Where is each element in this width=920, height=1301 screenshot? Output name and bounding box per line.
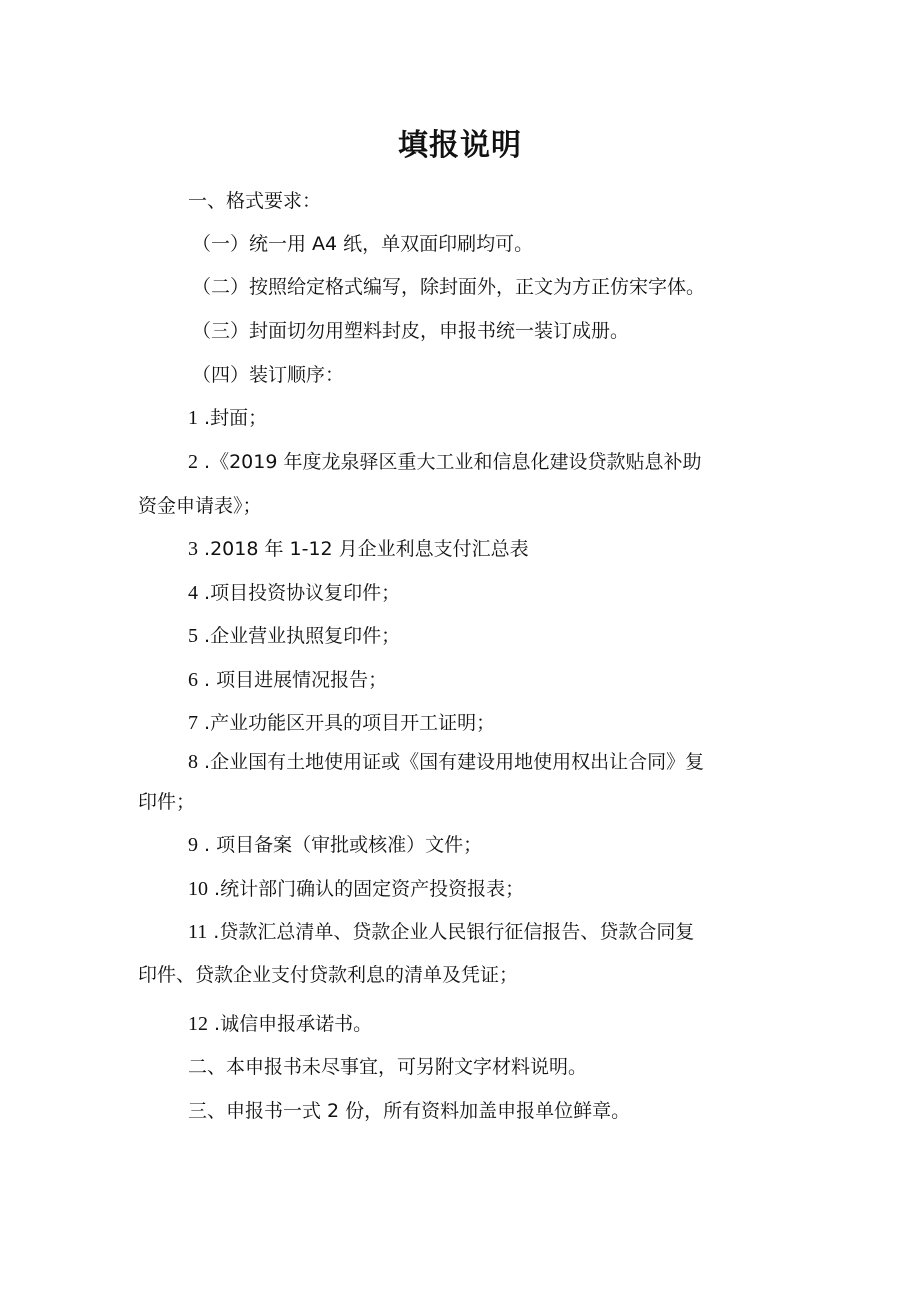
binding-item-number: 3 [188, 538, 198, 560]
binding-item-number: 5 [188, 625, 198, 647]
binding-item-number: 12 [188, 1013, 208, 1035]
format-requirement-1: （一）统一用 A4 纸，单双面印刷均可。 [192, 233, 534, 255]
binding-item-number: 11 [188, 921, 208, 943]
binding-item-text: .统计部门确认的固定资产投资报表； [208, 878, 525, 900]
binding-item-number: 8 [188, 751, 198, 773]
binding-item-text: .产业功能区开具的项目开工证明； [198, 712, 496, 734]
binding-item-number: 6 [188, 669, 198, 691]
binding-item-text: .2018 年 1-12 月企业利息支付汇总表 [198, 538, 529, 560]
binding-item-number: 1 [188, 407, 198, 429]
binding-item-number: 2 [188, 451, 198, 473]
binding-item-text: .项目投资协议复印件； [198, 582, 401, 604]
binding-item-8 [188, 749, 704, 775]
binding-item-12 [188, 1011, 372, 1037]
binding-item-text: .企业营业执照复印件； [198, 625, 401, 647]
binding-item-2 [188, 449, 701, 475]
binding-item-text: . 项目备案（审批或核准）文件； [198, 834, 483, 856]
binding-item-10 [188, 876, 524, 902]
binding-item-text: .封面； [198, 407, 268, 429]
binding-item-11 [188, 919, 694, 945]
binding-item-number: 7 [188, 712, 198, 734]
binding-item-9 [188, 832, 482, 858]
format-requirement-3: （三）封面切勿用塑料封皮，申报书统一装订成册。 [192, 320, 630, 342]
binding-item-1 [188, 405, 267, 431]
binding-item-11-continued: 印件、贷款企业支付贷款利息的清单及凭证； [138, 964, 519, 986]
format-requirement-2: （二）按照给定格式编写，除封面外，正文为方正仿宋字体。 [192, 276, 706, 298]
section-3: 三、申报书一式 2 份，所有资料加盖申报单位鲜章。 [188, 1100, 631, 1122]
binding-item-4 [188, 580, 400, 606]
binding-item-text: .诚信申报承诺书。 [208, 1013, 373, 1035]
binding-item-text: . 项目进展情况报告； [198, 669, 388, 691]
binding-item-text: .企业国有土地使用证或《国有建设用地使用权出让合同》复 [198, 751, 705, 773]
binding-item-3 [188, 536, 529, 562]
binding-item-7 [188, 710, 495, 736]
binding-item-8-continued: 印件； [138, 791, 196, 813]
format-requirement-4: （四）装订顺序： [192, 364, 345, 386]
binding-item-number: 9 [188, 834, 198, 856]
binding-item-6 [188, 667, 387, 693]
binding-item-text: .贷款汇总清单、贷款企业人民银行征信报告、贷款合同复 [207, 921, 695, 943]
binding-item-number: 4 [188, 582, 198, 604]
section-2: 二、本申报书未尽事宜，可另附文字材料说明。 [188, 1056, 588, 1078]
section-1-heading: 一、格式要求： [188, 190, 322, 212]
page-title: 填报说明 [398, 128, 522, 163]
binding-item-text: .《2019 年度龙泉驿区重大工业和信息化建设贷款贴息补助 [198, 451, 702, 473]
binding-item-number: 10 [188, 878, 208, 900]
binding-item-5 [188, 623, 400, 649]
binding-item-2-continued: 资金申请表》； [138, 495, 262, 517]
